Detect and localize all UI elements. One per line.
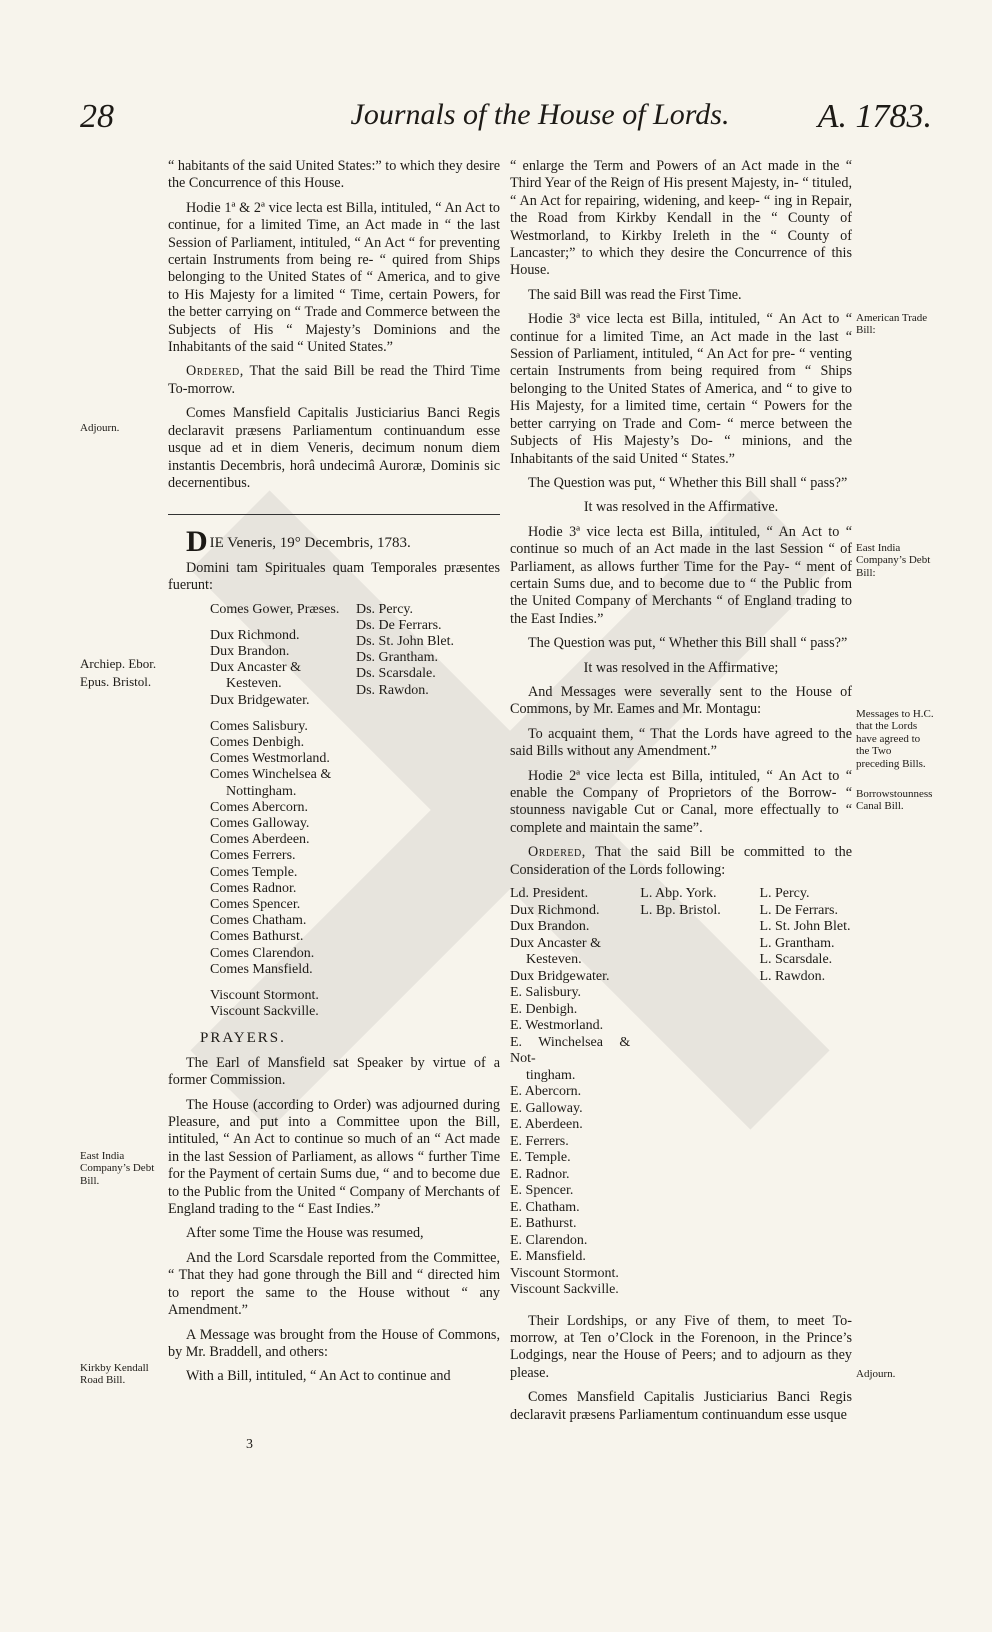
margin-note-east-india-right: East India Company’s Debt Bill:	[856, 542, 931, 579]
committee-column-3	[759, 886, 852, 1299]
committee-entry: Kesteven.	[526, 952, 582, 968]
committee-entry: L. Abp. York.	[640, 886, 717, 902]
margin-note-messages: Messages to H.C. that the Lords have agreed to the Two preceding Bills.	[856, 708, 934, 770]
roll-entry: Ds. Rawdon.	[356, 682, 429, 698]
margin-note-kirkby: Kirkby Kendall Road Bill.	[80, 1362, 149, 1387]
paragraph	[510, 844, 852, 879]
paragraph: With a Bill, intituled, “ An Act to continue and	[186, 1368, 451, 1385]
committee-column-2	[640, 886, 749, 1299]
roll-column-2	[356, 602, 476, 1021]
paragraph: Hodie 1ª & 2ª vice lecta est Billa, intituled, “ An Act to continue, for a limited Time, an Act made in “ the last Session of Parliament, intituled, “ An Act “ for preventing certain Instruments from being re- “ quired from Ships belonging to the United States of “ America, and to give to His Majesty for a limited “ Time, certain Powers, for the better carrying on “ Trade and Commerce between the Subjects of His “ Majesty’s Dominions and the Inhabitants of the said “ United States.”	[168, 199, 500, 356]
section-rule	[168, 514, 500, 515]
day-heading	[168, 525, 500, 559]
committee-entry: E. Chatham.	[510, 1199, 580, 1215]
roll-entry: Ds. Percy.	[356, 601, 414, 617]
roll-entry: Comes Winchelsea &	[210, 767, 332, 783]
committee-column-1	[510, 886, 630, 1299]
present-lords-intro: Domini tam Spirituales quam Temporales præsentes fuerunt:	[168, 559, 500, 594]
roll-entry: Comes Bathurst.	[210, 929, 304, 945]
committee-entry: E. Spencer.	[510, 1183, 574, 1199]
roll-entry: Comes Clarendon.	[210, 945, 315, 961]
paragraph: A Message was brought from the House of Commons, by Mr. Braddell, and others:	[168, 1326, 500, 1360]
roll-entry: Ds. Scarsdale.	[356, 666, 436, 682]
paragraph	[168, 363, 500, 398]
committee-entry: E. Temple.	[510, 1150, 571, 1166]
page-year: A. 1783.	[817, 98, 932, 135]
page-number: 28	[80, 98, 114, 135]
roll-entry: Viscount Sackville.	[210, 1004, 319, 1020]
roll-entry: Comes Salisbury.	[210, 718, 308, 734]
roll-entry: Ds. St. John Blet.	[356, 633, 455, 649]
resolution: It was resolved in the Affirmative.	[583, 499, 779, 516]
committee-entry: L. Grantham.	[759, 935, 835, 951]
committee-entry: L. Scarsdale.	[759, 952, 833, 968]
roll-entry: Dux Richmond.	[210, 627, 300, 643]
paragraph: Hodie 2ª vice lecta est Billa, intituled, “ An Act to “ enable the Company of Proprietors of the Borrow- “ stounness navigable Cut or Canal, more effectually to “ complete and maintain the same”.	[510, 767, 852, 836]
page-header	[80, 98, 932, 146]
committee-entry: E. Westmorland.	[510, 1018, 604, 1034]
margin-note-archiep: Archiep. Ebor.	[80, 656, 157, 671]
drop-cap: D	[186, 525, 208, 559]
committee-entry: Viscount Stormont.	[510, 1265, 619, 1281]
roll-entry: Comes Radnor.	[210, 880, 297, 896]
resolution: It was resolved in the Affirmative;	[583, 659, 779, 676]
question: The Question was put, “ Whether this Bill shall “ pass?”	[528, 635, 848, 652]
paragraph: After some Time the House was resumed,	[186, 1225, 424, 1242]
committee-entry: tingham.	[526, 1067, 576, 1083]
roll-entry: Dux Ancaster &	[210, 660, 301, 676]
committee-entry: Dux Ancaster &	[510, 935, 601, 951]
roll-entry: Comes Ferrers.	[210, 848, 296, 864]
roll-entry: Ds. De Ferrars.	[356, 617, 442, 633]
roll-entry: Comes Mansfield.	[210, 961, 313, 977]
roll-entry: Kesteven.	[226, 676, 282, 692]
adjourn-paragraph: Comes Mansfield Capitalis Justiciarius Banci Regis declaravit præsens Parliamentum continuandum esse usque	[510, 1389, 852, 1423]
margin-note-epus: Epus. Bristol.	[80, 674, 152, 689]
margin-note-east-india: East India Company’s Debt Bill.	[80, 1150, 155, 1187]
committee-entry: E. Aberdeen.	[510, 1117, 583, 1133]
adjourn-paragraph: Comes Mansfield Capitalis Justiciarius Banci Regis declaravit præsens Parliamentum continuandum esse usque ad et in diem Veneris, decimum nonum diem instantis Decembris, horâ undecimâ Auroræ, Dominis sic decernentibus.	[168, 405, 500, 491]
committee-entry: L. De Ferrars.	[759, 902, 838, 918]
margin-note-adjourn: Adjourn.	[80, 422, 120, 434]
committee-entry: Ld. President.	[510, 886, 589, 902]
committee-entry: Dux Brandon.	[510, 919, 590, 935]
margin-note-american: American Trade Bill:	[856, 312, 928, 337]
roll-entry: Comes Chatham.	[210, 913, 307, 929]
margin-note-adjourn-right: Adjourn.	[856, 1368, 896, 1380]
attendance-roll	[210, 602, 500, 1021]
committee-entry: L. St. John Blet.	[759, 919, 851, 935]
paragraph: “ enlarge the Term and Powers of an Act made in the “ Third Year of the Reign of His present Majesty, in- “ tituled, “ An Act for repairing, widening, and keep- “ ing in Repair, the Road from Kirkby Kendall in the “ County of Westmorland, to Kirkby Ireleth in the “ County of Lancaster;” to which they desire the Concurrence of this House.	[510, 158, 852, 279]
roll-column-1	[210, 602, 350, 1021]
paragraph: Hodie 3ª vice lecta est Billa, intituled, “ An Act to “ continue for a limited Time, an Act made in the last “ Session of Parliament, intituled, “ An Act for pre- “ venting certain Instruments from being required from “ Ships belonging to the United States of America, and “ to give to His Majesty, for a limited time, certain “ Powers for the better carrying on Trade and Com- “ merce between the Subjects of His Majesty’s Do- “ minions, and the Inhabitants of the said United “ States.”	[510, 311, 852, 467]
roll-entry: Comes Temple.	[210, 864, 298, 880]
committee-entry: E. Galloway.	[510, 1100, 583, 1116]
roll-entry: Comes Gower, Præses.	[210, 601, 340, 617]
page-title: Journals of the House of Lords.	[350, 98, 730, 131]
left-column	[168, 158, 500, 1393]
committee-entry: E. Winchelsea & Not-	[510, 1034, 631, 1067]
roll-entry: Comes Denbigh.	[210, 734, 305, 750]
prayers-heading: PRAYERS.	[200, 1030, 286, 1047]
roll-entry: Dux Brandon.	[210, 643, 290, 659]
committee-entry: E. Denbigh.	[510, 1001, 578, 1017]
ordered-lead: Ordered,	[186, 363, 244, 380]
committee-entry: L. Rawdon.	[759, 968, 826, 984]
roll-entry: Nottingham.	[226, 783, 297, 799]
roll-entry: Comes Spencer.	[210, 896, 301, 912]
committee-entry: E. Abercorn.	[510, 1084, 582, 1100]
roll-entry: Comes Aberdeen.	[210, 832, 310, 848]
paragraph: Hodie 3ª vice lecta est Billa, intituled, “ An Act to “ continue so much of an Act made in the last Session “ of Parliament, as allows further Time for the Pay- “ ment of certain Sums due, and to become due to “ the Public from the United Company of Merchants “ of England trading to the East Indies.”	[510, 523, 852, 627]
paragraph: The Earl of Mansfield sat Speaker by virtue of a former Commission.	[168, 1054, 500, 1089]
roll-entry: Ds. Grantham.	[356, 650, 439, 666]
committee-entry: E. Salisbury.	[510, 985, 582, 1001]
margin-note-borrowstounness: Borrowstounness Canal Bill.	[856, 788, 933, 813]
committee-entry: E. Mansfield.	[510, 1249, 586, 1265]
roll-entry: Comes Westmorland.	[210, 751, 330, 767]
paragraph: The said Bill was read the First Time.	[528, 286, 742, 303]
ordered-text: That the said Bill be read the Third Time To-morrow.	[168, 363, 500, 397]
right-column	[510, 158, 852, 1431]
committee-entry: E. Bathurst.	[510, 1216, 577, 1232]
committee-entry: Viscount Sackville.	[510, 1282, 619, 1298]
day-heading-text: IE Veneris, 19° Decembris, 1783.	[209, 535, 411, 552]
roll-entry: Comes Abercorn.	[210, 799, 308, 815]
committee-list	[510, 886, 852, 1299]
question: The Question was put, “ Whether this Bill shall “ pass?”	[528, 474, 848, 491]
ordered-text: That the said Bill be committed to the Consideration of the Lords following:	[510, 844, 852, 878]
committee-entry: L. Bp. Bristol.	[640, 902, 721, 918]
committee-entry: L. Percy.	[759, 886, 810, 902]
ordered-lead: Ordered,	[528, 844, 586, 861]
committee-entry: E. Ferrers.	[510, 1133, 569, 1149]
committee-entry: E. Clarendon.	[510, 1232, 588, 1248]
committee-entry: Dux Richmond.	[510, 902, 600, 918]
roll-entry: Viscount Stormont.	[210, 988, 319, 1003]
roll-entry: Comes Galloway.	[210, 815, 310, 831]
paragraph: “ habitants of the said United States:” to which they desire the Concurrence of this House.	[168, 158, 500, 192]
committee-entry: E. Radnor.	[510, 1166, 570, 1182]
committee-entry: Dux Bridgewater.	[510, 968, 610, 984]
paragraph: And Messages were severally sent to the House of Commons, by Mr. Eames and Mr. Montagu:	[510, 683, 852, 718]
paragraph: Their Lordships, or any Five of them, to meet To-morrow, at Ten o’Clock in the Forenoon, in the Prince’s Lodgings, near the House of Peers; and to adjourn as they please.	[510, 1312, 852, 1381]
paragraph: The House (according to Order) was adjourned during Pleasure, and put into a Committee upon the Bill, intituled, “ An Act to continue so much of an “ Act made in the last Session of Parliament, as allows “ further Time for the Payment of certain Sums due, “ and to become due to the Public from the United “ Company of Merchants of England trading to the “ East Indies.”	[168, 1096, 500, 1218]
roll-entry: Dux Bridgewater.	[210, 692, 310, 708]
signature-mark: 3	[246, 1437, 253, 1452]
paragraph: And the Lord Scarsdale reported from the Committee, “ That they had gone through the Bill and “ directed him to report the same to the House without “ any Amendment.”	[168, 1249, 500, 1319]
paragraph: To acquaint them, “ That the Lords have agreed to the said Bills without any Amendment.”	[510, 725, 852, 760]
